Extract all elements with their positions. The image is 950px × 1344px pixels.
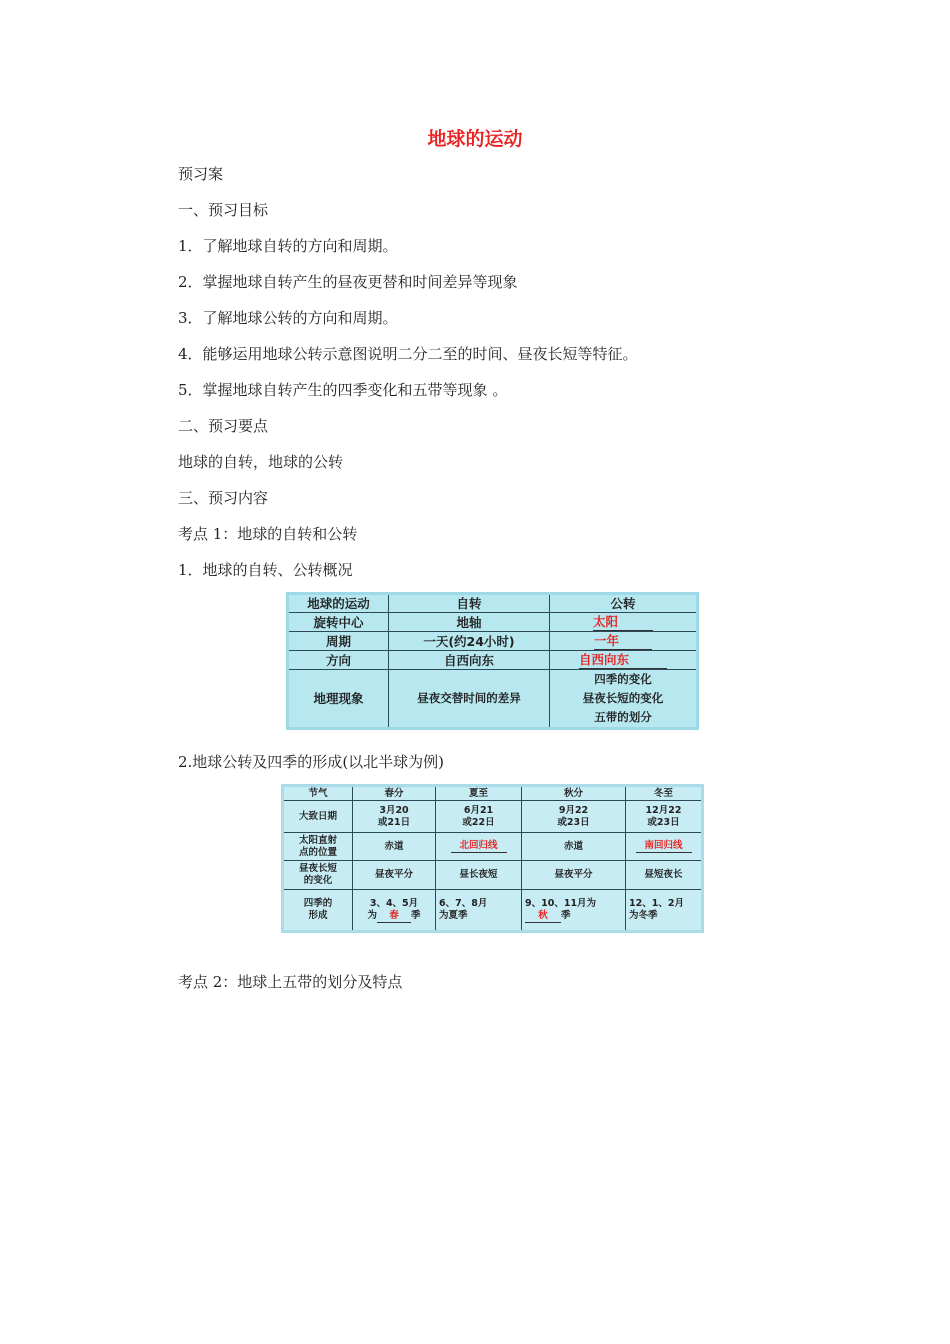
label-line: 太阳直射 [298,834,337,846]
date-line: 或23日 [647,816,680,828]
phenomenon-line: 四季的变化 [594,672,652,686]
table-row [288,613,698,632]
table-cell: 周期 [288,632,389,651]
table-header-cell: 秋分 [522,786,626,801]
rotation-revolution-table [286,592,699,730]
table-cell: 昼短夜长 [626,861,703,890]
table1-caption: 1．地球的自转、公转概况 [178,561,353,579]
topic-2-heading: 考点 2：地球上五带的划分及特点 [178,973,403,991]
table-cell: 昼夜平分 [522,861,626,890]
heading-content: 三、预习内容 [178,489,269,507]
phenomenon-line: 五带的划分 [594,710,652,724]
table-header-cell: 夏至 [436,786,522,801]
table-cell: 昼长夜短 [436,861,522,890]
label-line: 形成 [308,910,328,921]
table-cell: 地理现象 [288,670,389,729]
table-cell [283,833,353,861]
date-line: 或22日 [462,816,495,828]
goal-2: 2．掌握地球自转产生的昼夜更替和时间差异等现象 [178,273,518,291]
table-cell [550,651,698,670]
season-text: 为冬季 [629,910,658,921]
goal-1: 1．了解地球自转的方向和周期。 [178,237,398,255]
table-cell [550,632,698,651]
season-months: 9、10、11月为 [525,897,597,909]
table-cell: 昼夜平分 [353,861,436,890]
table-cell [550,613,698,632]
label-line: 四季的 [303,898,333,909]
label-line: 的变化 [303,875,333,886]
answer-summer-sun-position: 北回归线 [451,840,507,853]
table-cell [436,801,522,833]
season-prefix: 为 [367,909,377,921]
answer-autumn: 秋 [525,910,561,923]
table-header-cell: 节气 [283,786,353,801]
table-cell [436,833,522,861]
date-line: 12月22 [645,804,682,816]
topic-1-heading: 考点 1：地球的自转和公转 [178,525,358,543]
answer-spring: 春 [377,910,411,923]
table-header-cell: 地球的运动 [288,594,389,613]
season-suffix: 季 [411,909,421,921]
table-cell [550,670,698,729]
answer-period: 一年 [594,632,652,650]
season-months: 6、7、8月 [439,898,488,909]
table-cell [436,890,522,932]
table-cell [353,801,436,833]
goal-3: 3．了解地球公转的方向和周期。 [178,309,398,327]
table-row [283,786,703,801]
table-header-cell: 春分 [353,786,436,801]
section-preview: 预习案 [178,165,224,183]
table-cell: 地轴 [389,613,550,632]
phenomenon-line: 昼夜长短的变化 [582,691,664,705]
table-header-cell: 冬至 [626,786,703,801]
answer-winter-sun-position: 南回归线 [636,840,692,853]
answer-center-of-revolution: 太阳 [593,613,653,631]
table-cell [522,801,626,833]
table-row [288,670,698,729]
table-cell [353,890,436,932]
goal-4: 4．能够运用地球公转示意图说明二分二至的时间、昼夜长短等特征。 [178,345,638,363]
table-cell: 自西向东 [389,651,550,670]
table-cell: 方向 [288,651,389,670]
table-cell: 大致日期 [283,801,353,833]
page-title: 地球的运动 [427,128,523,150]
label-line: 昼夜长短 [298,863,337,874]
table-row [288,651,698,670]
seasons-table [281,784,704,933]
label-line: 点的位置 [298,846,337,858]
table-cell: 赤道 [522,833,626,861]
table-cell: 昼夜交替时间的差异 [389,670,550,729]
season-months: 12、1、2月 [629,898,684,909]
table-row [283,890,703,932]
table-cell [626,833,703,861]
date-line: 或23日 [557,816,590,828]
table-cell: 旋转中心 [288,613,389,632]
season-suffix: 季 [561,909,571,921]
answer-direction: 自西向东 [579,651,667,669]
table2-caption: 2.地球公转及四季的形成(以北半球为例) [178,753,445,771]
heading-goals: 一、预习目标 [178,201,269,219]
table-header-cell: 公转 [550,594,698,613]
table-row [288,632,698,651]
table-row [288,594,698,613]
goal-5: 5．掌握地球自转产生的四季变化和五带等现象 。 [178,381,508,399]
table-cell: 一天(约24小时) [389,632,550,651]
heading-key-points: 二、预习要点 [178,417,269,435]
date-line: 9月22 [558,804,589,816]
key-points-text: 地球的自转，地球的公转 [178,453,344,471]
date-line: 或21日 [377,816,411,828]
date-line: 6月21 [463,804,494,816]
table-cell [522,890,626,932]
table-header-cell: 自转 [389,594,550,613]
table-row [283,861,703,890]
table-cell [283,861,353,890]
season-months: 3、4、5月 [369,897,419,909]
table-cell [283,890,353,932]
season-text: 为夏季 [439,910,468,921]
table-cell [626,801,703,833]
table-cell: 赤道 [353,833,436,861]
table-row [283,833,703,861]
table-row [283,801,703,833]
date-line: 3月20 [379,804,409,816]
table-cell [626,890,703,932]
